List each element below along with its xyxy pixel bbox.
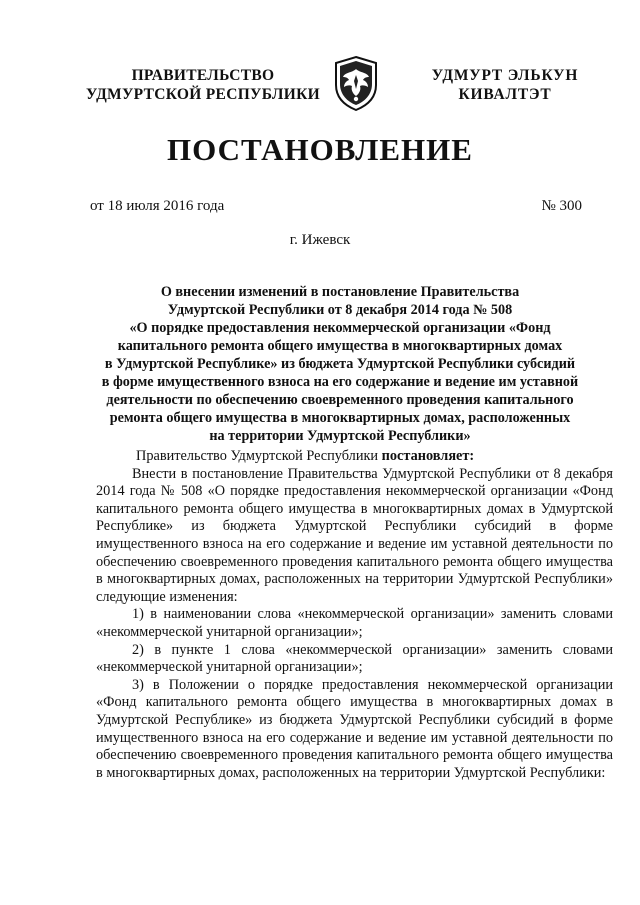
government-name-russian	[78, 66, 328, 104]
document-type-heading: ПОСТАНОВЛЕНИЕ	[167, 132, 473, 167]
government-name-line1: ПРАВИТЕЛЬСТВО	[131, 67, 275, 84]
intro-keyword: постановляет:	[381, 448, 475, 464]
document-title	[90, 283, 590, 445]
document-city: г. Ижевск	[289, 232, 351, 248]
government-name-line2: УДМУРТСКОЙ РЕСПУБЛИКИ	[85, 86, 320, 103]
amendment-item-2: 2) в пункте 1 слова «некоммерческой организации» заменить словами «некоммерческой унитарной организации»;	[96, 641, 613, 676]
title-line: ремонта общего имущества в многоквартирных домах, расположенных	[109, 410, 571, 426]
title-line: в Удмуртской Республике» из бюджета Удмуртской Республики субсидий	[104, 356, 576, 372]
title-line: «О порядке предоставления некоммерческой организации «Фонд	[129, 320, 551, 336]
intro-text: Правительство Удмуртской Республики	[136, 448, 382, 464]
body-paragraph: Внести в постановление Правительства Удмуртской Республики от 8 декабря 2014 года № 508 «О порядке предоставления некоммерческой организации «Фонд капитального ремонта общего имущества в многоквартирных домах в Удмуртской Республике» из бюджета Удмуртской Республики субсидий в форме имущественного взноса на его содержание и ведение им уставной деятельности по обеспечению своевременного проведения капитального ремонта общего имущества в многоквартирных домах, расположенных на территории Удмуртской Республики» следующие изменения:	[96, 465, 613, 605]
document-number: № 300	[541, 198, 582, 214]
document-date: от 18 июля 2016 года	[90, 198, 225, 214]
government-name-udmurt	[420, 66, 590, 104]
resolution-intro	[96, 448, 613, 466]
document-body	[96, 448, 613, 782]
government-name-udmurt-line2: КИВАЛТЭТ	[458, 86, 552, 103]
title-line: на территории Удмуртской Республики»	[209, 428, 471, 444]
government-name-udmurt-line1: УДМУРТ ЭЛЬКУН	[431, 67, 579, 84]
title-line: в форме имущественного взноса на его содержание и ведение им уставной	[101, 374, 579, 390]
title-line: деятельности по обеспечению своевременного проведения капитального	[106, 392, 574, 408]
title-line: Удмуртской Республики от 8 декабря 2014 года № 508	[167, 302, 513, 318]
amendment-item-1: 1) в наименовании слова «некоммерческой организации» заменить словами «некоммерческой унитарной организации»;	[96, 606, 613, 640]
title-line: капитального ремонта общего имущества в многоквартирных домах	[117, 338, 563, 354]
amendment-item-3: 3) в Положении о порядке предоставления некоммерческой организации «Фонд капитального ремонта общего имущества в многоквартирных домах в Удмуртской Республике» из бюджета Удмуртской Республики субсидий в форме имущественного взноса на его содержание и ведение им уставной деятельности по обеспечению своевременного проведения капитального ремонта общего имущества в многоквартирных домах, расположенных на территории Удмуртской Республики:	[96, 676, 613, 781]
title-line: О внесении изменений в постановление Правительства	[160, 284, 520, 300]
udmurt-coat-of-arms-icon	[332, 55, 380, 111]
